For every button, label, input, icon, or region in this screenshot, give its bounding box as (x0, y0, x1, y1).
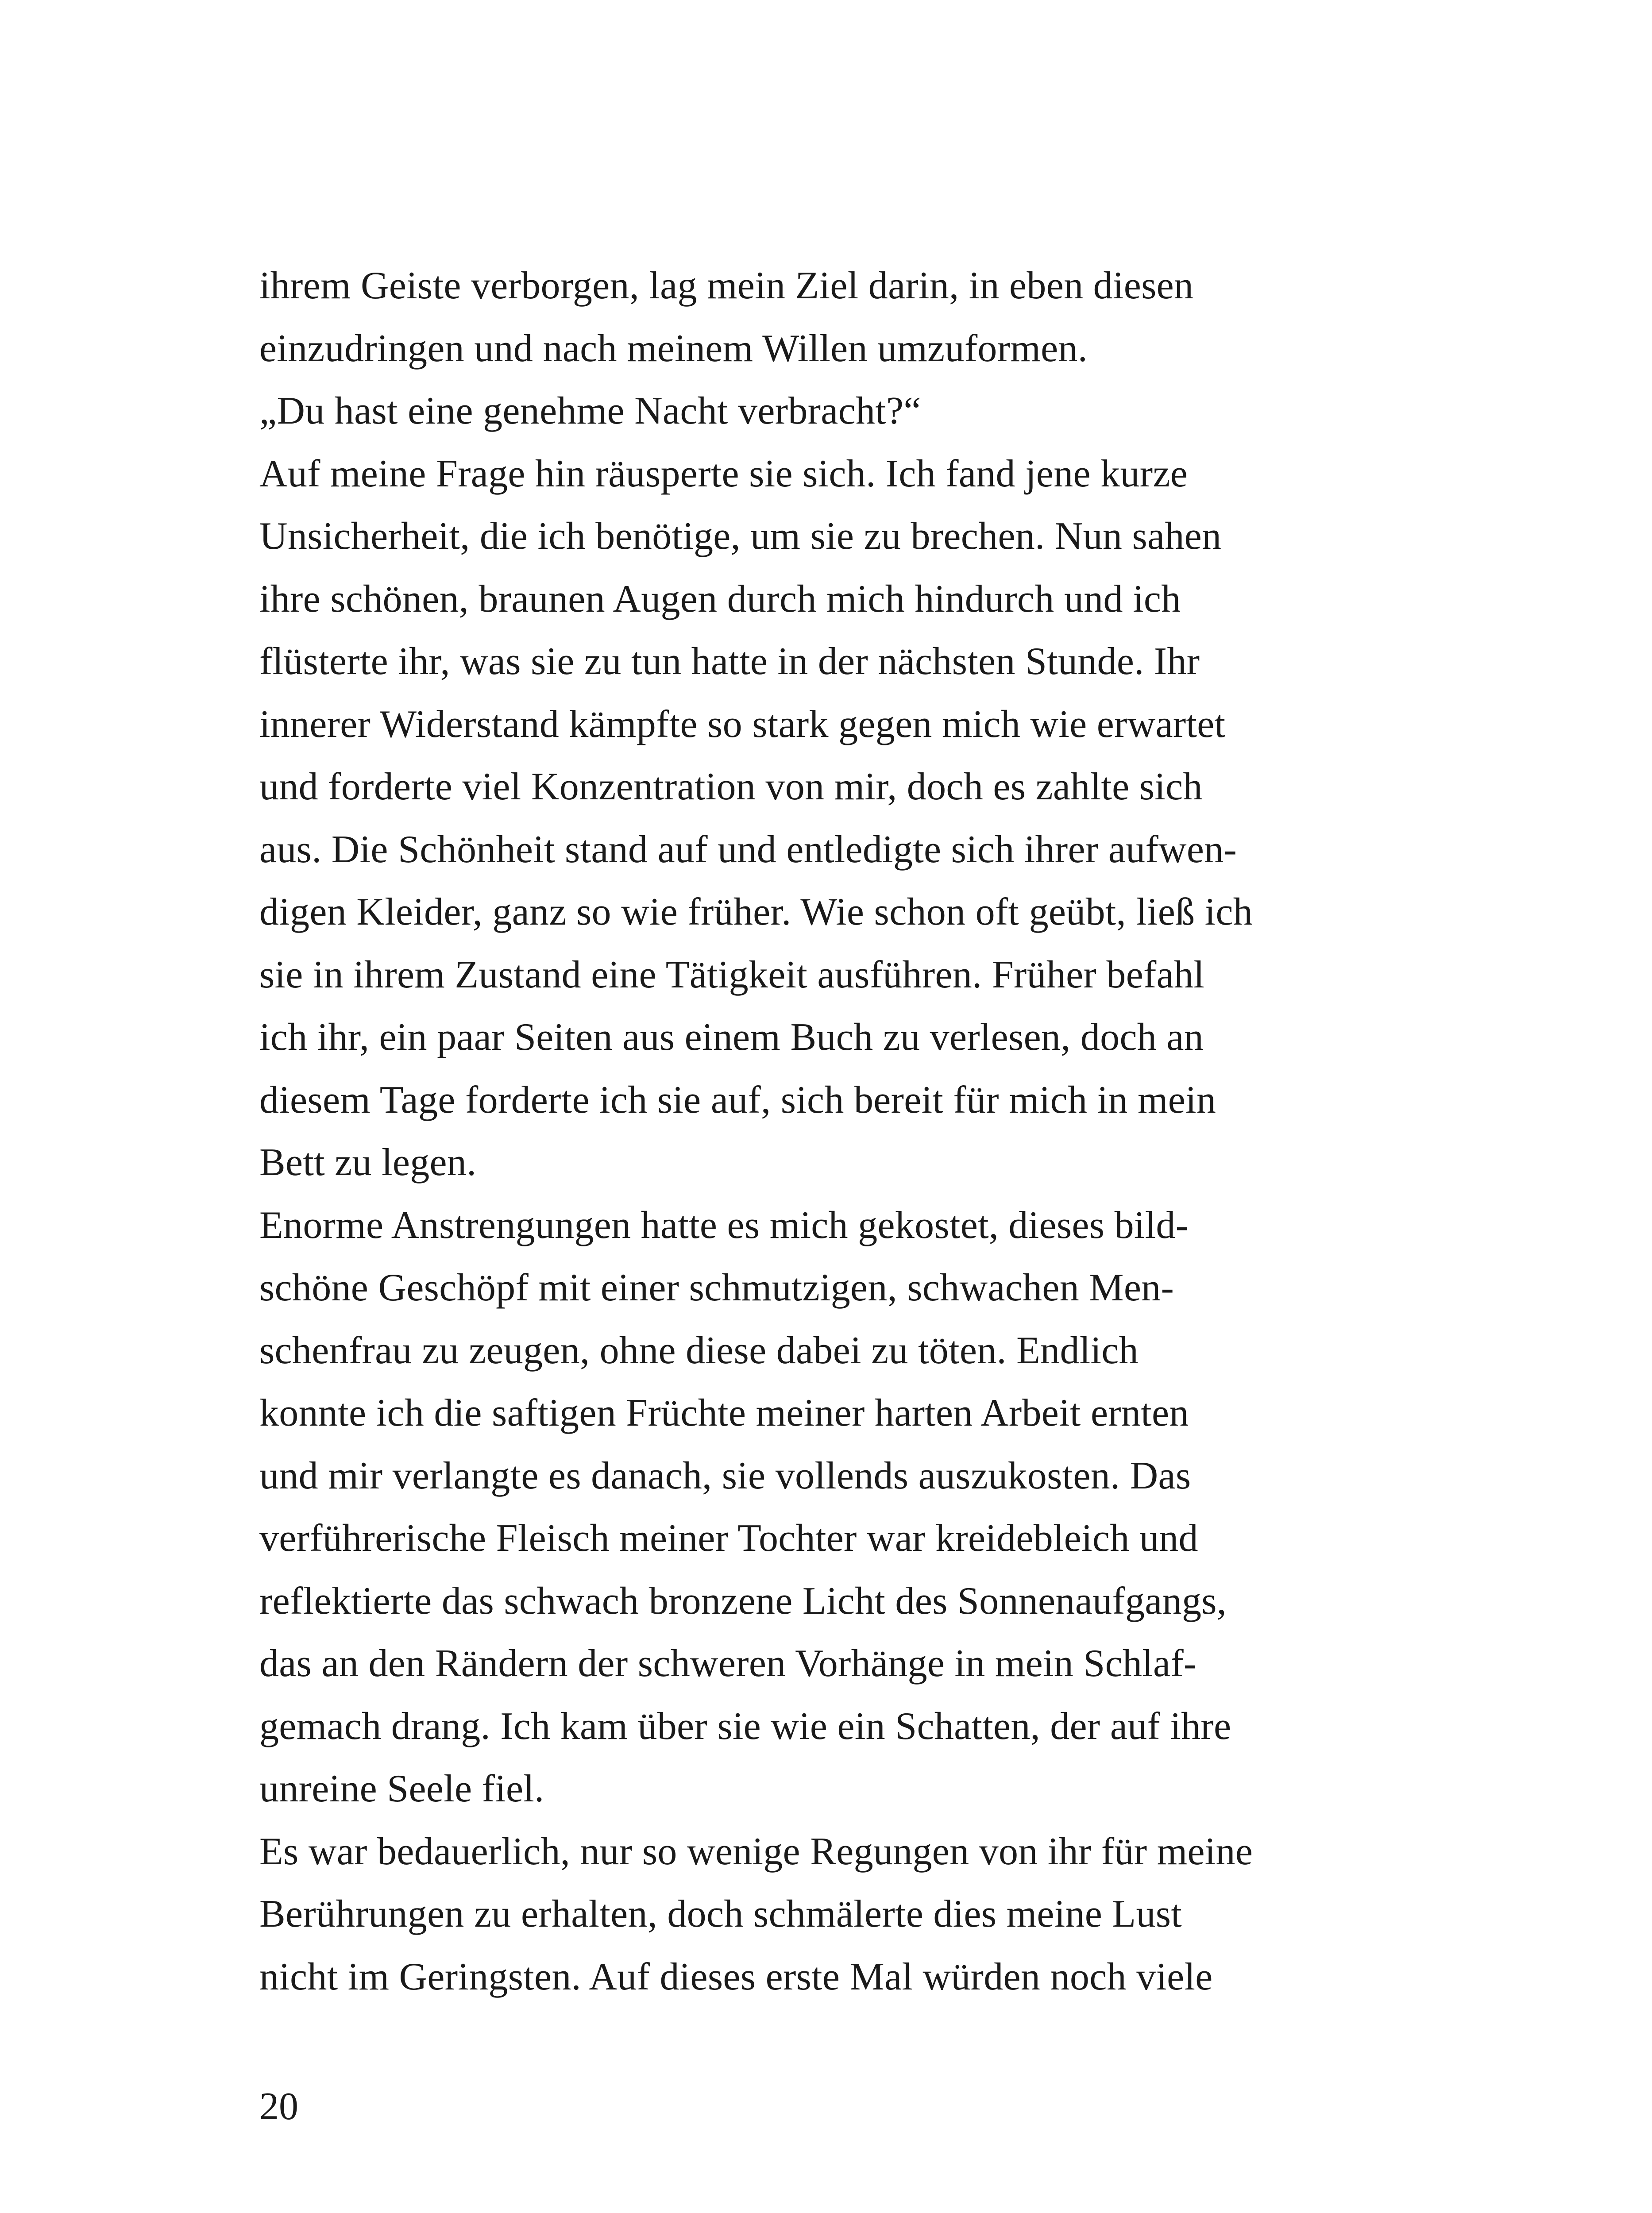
text-line: schenfrau zu zeugen, ohne diese dabei zu töten. Endlich (259, 1329, 1139, 1372)
text-line: „Du hast eine genehme Nacht verbracht?“ (259, 389, 921, 432)
text-line: konnte ich die saftigen Früchte meiner harten Arbeit ernten (259, 1392, 1189, 1434)
text-line: Es war bedauerlich, nur so wenige Regungen von ihr für meine (259, 1830, 1253, 1873)
text-line: ich ihr, ein paar Seiten aus einem Buch zu verlesen, doch an (259, 1016, 1204, 1059)
text-line: das an den Rändern der schweren Vorhänge in mein Schlaf- (259, 1642, 1197, 1685)
text-line: innerer Widerstand kämpfte so stark gegen mich wie erwartet (259, 702, 1226, 746)
text-line: Auf meine Frage hin räusperte sie sich. Ich fand jene kurze (259, 452, 1188, 495)
text-line: einzudringen und nach meinem Willen umzuformen. (259, 327, 1088, 370)
text-line: nicht im Geringsten. Auf dieses erste Mal würden noch viele (259, 1955, 1213, 1998)
text-line: Bett zu legen. (259, 1141, 477, 1184)
text-line: und forderte viel Konzentration von mir, doch es zahlte sich (259, 765, 1203, 808)
text-line: ihrem Geiste verborgen, lag mein Ziel darin, in eben diesen (259, 264, 1194, 307)
text-line: Berührungen zu erhalten, doch schmälerte dies meine Lust (259, 1893, 1182, 1935)
text-line: unreine Seele fiel. (259, 1767, 544, 1810)
text-line: sie in ihrem Zustand eine Tätigkeit ausführen. Früher befahl (259, 953, 1205, 996)
body-text (259, 254, 1348, 2008)
text-line: gemach drang. Ich kam über sie wie ein Schatten, der auf ihre (259, 1704, 1231, 1748)
page-number: 20 (259, 2085, 298, 2128)
text-line: flüsterte ihr, was sie zu tun hatte in der nächsten Stunde. Ihr (259, 640, 1200, 683)
text-line: ihre schönen, braunen Augen durch mich hindurch und ich (259, 577, 1181, 621)
text-line: Enorme Anstrengungen hatte es mich gekostet, dieses bild- (259, 1203, 1189, 1247)
text-line: Unsicherheit, die ich benötige, um sie zu brechen. Nun sahen (259, 515, 1222, 558)
text-line: digen Kleider, ganz so wie früher. Wie schon oft geübt, ließ ich (259, 891, 1253, 933)
text-line: reflektierte das schwach bronzene Licht des Sonnenaufgangs, (259, 1579, 1227, 1623)
text-line: diesem Tage forderte ich sie auf, sich bereit für mich in mein (259, 1078, 1216, 1122)
text-line: und mir verlangte es danach, sie vollends auszukosten. Das (259, 1454, 1191, 1497)
text-line: verführerische Fleisch meiner Tochter war kreidebleich und (259, 1517, 1198, 1560)
text-line: aus. Die Schönheit stand auf und entledigte sich ihrer aufwen- (259, 828, 1237, 871)
text-line: schöne Geschöpf mit einer schmutzigen, schwachen Men- (259, 1266, 1174, 1309)
